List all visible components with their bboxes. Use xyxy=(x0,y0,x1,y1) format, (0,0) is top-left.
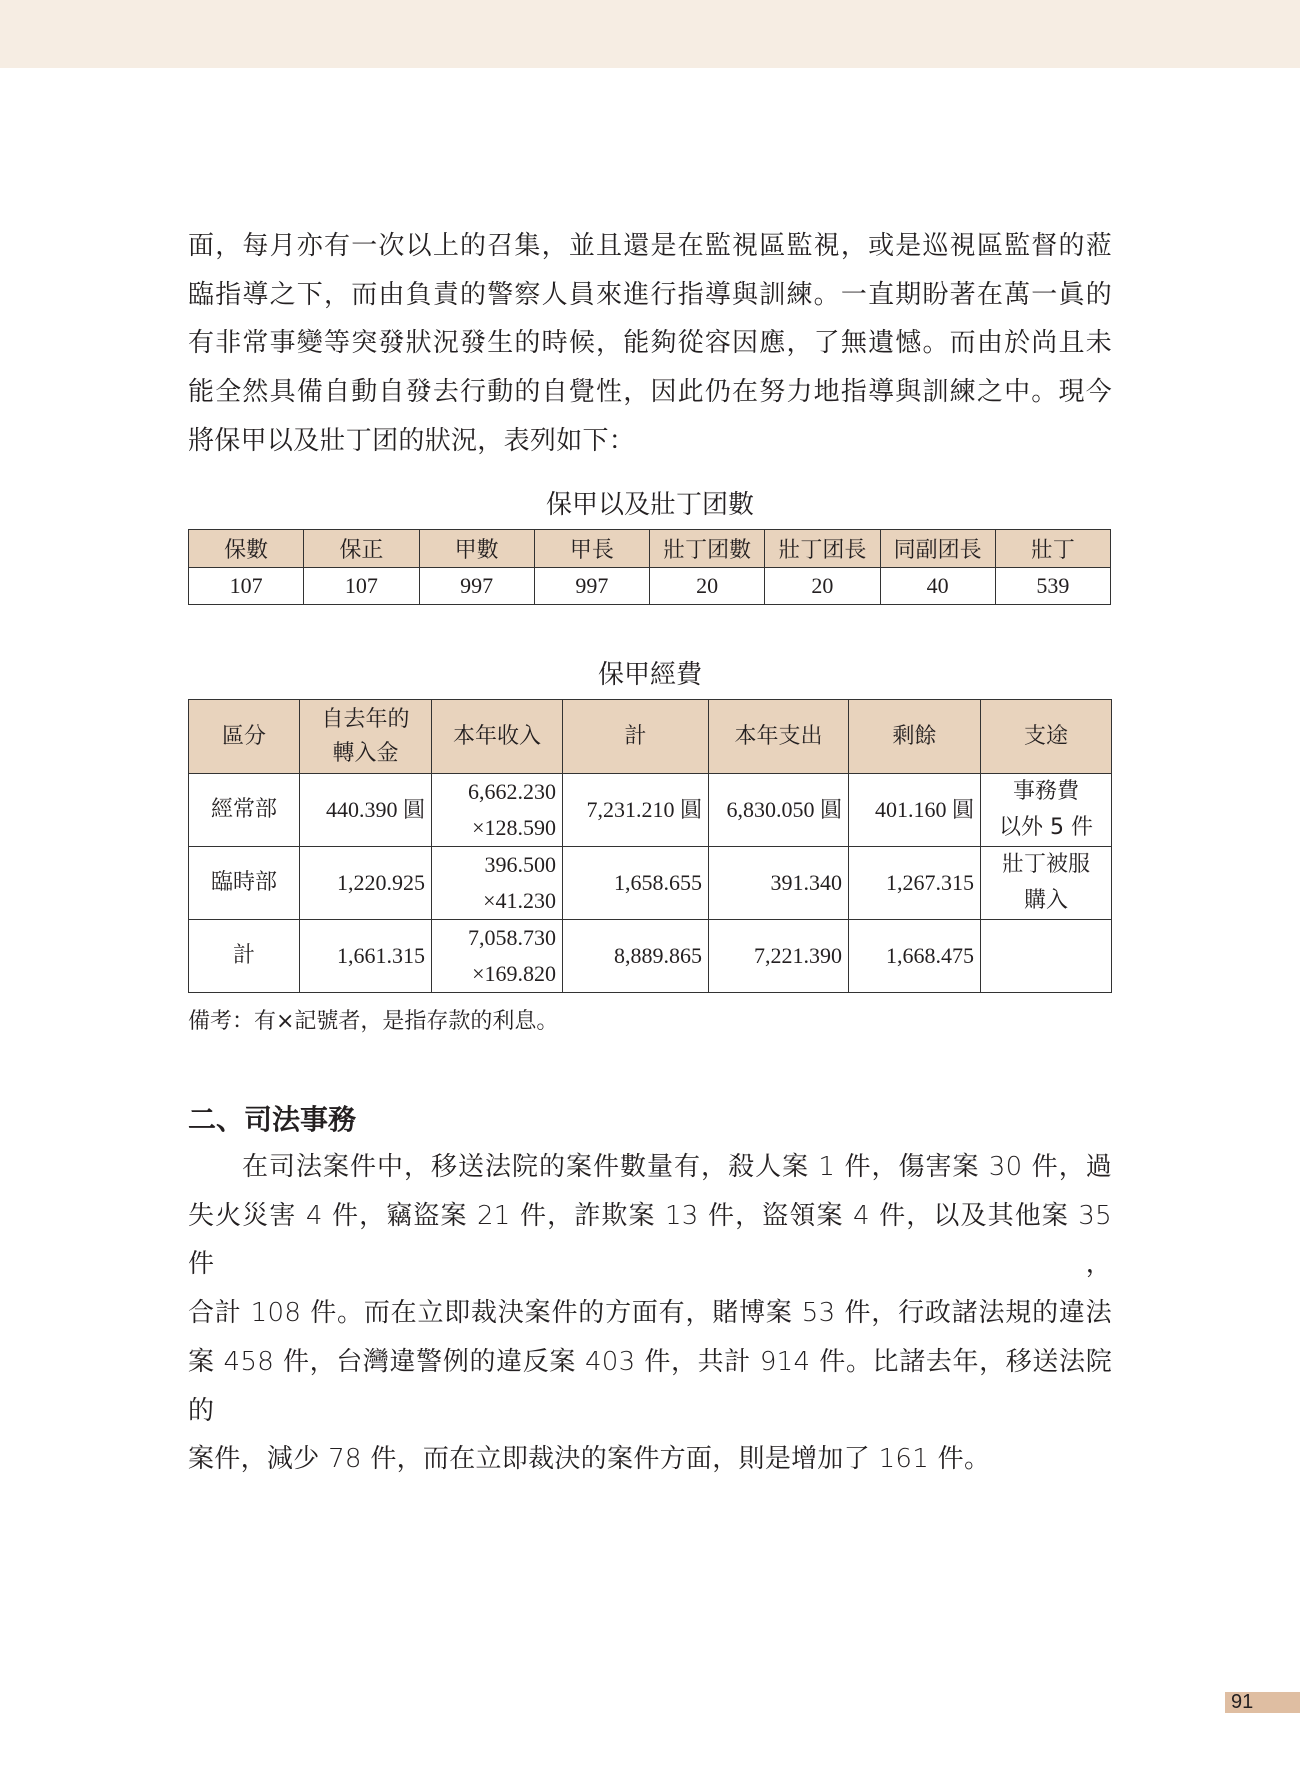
baojia-funds-table xyxy=(188,699,1112,993)
table-row xyxy=(189,920,1112,993)
cell: 107 xyxy=(189,568,304,605)
header-cell: 壯丁团數 xyxy=(650,530,765,568)
text-line: 將保甲以及壯丁团的狀況，表列如下： xyxy=(188,425,636,456)
text-line: 有非常事變等突發狀況發生的時候，能夠從容因應，了無遺憾。而由於尚且未 xyxy=(188,328,1112,359)
cell xyxy=(432,920,563,993)
cell: 539 xyxy=(995,568,1110,605)
header-cell: 壯丁 xyxy=(995,530,1110,568)
use-line: 壯丁被服 xyxy=(1001,852,1090,877)
cell: 20 xyxy=(650,568,765,605)
header-cell: 本年支出 xyxy=(709,700,849,774)
income-value: 6,662.230 xyxy=(468,779,556,804)
header-cell: 剩餘 xyxy=(849,700,981,774)
cell: 40 xyxy=(880,568,995,605)
income-value: 396.500 xyxy=(484,852,556,877)
table-header-row xyxy=(189,530,1111,568)
cell: 1,220.925 xyxy=(300,847,432,920)
text-line: 合計 108 件。而在立即裁決案件的方面有，賭博案 53 件，行政諸法規的違法 xyxy=(188,1298,1112,1329)
cell: 391.340 xyxy=(709,847,849,920)
header-line: 轉入金 xyxy=(332,740,399,766)
header-cell: 同副团長 xyxy=(880,530,995,568)
text-line: 面，每月亦有一次以上的召集，並且還是在監視區監視，或是巡視區監督的蒞 xyxy=(188,231,1112,261)
header-cell xyxy=(300,700,432,774)
cell xyxy=(432,847,563,920)
cell: 107 xyxy=(304,568,419,605)
section-paragraph xyxy=(188,1143,1112,1484)
table-note: 備考：有×記號者，是指存款的利息。 xyxy=(188,1009,559,1034)
use-line: 事務費 xyxy=(1012,779,1079,804)
header-line: 自去年的 xyxy=(321,706,410,732)
table-row xyxy=(189,568,1111,605)
text-line: 能全然具備自動自發去行動的自覺性，因此仍在努力地指導與訓練之中。現今 xyxy=(188,377,1112,408)
header-cell: 甲數 xyxy=(419,530,534,568)
cell: 1,267.315 xyxy=(849,847,981,920)
header-cell: 支途 xyxy=(981,700,1112,774)
cell: 計 xyxy=(189,920,300,993)
cell: 440.390 圓 xyxy=(300,774,432,847)
text-line: 案 458 件，台灣違警例的違反案 403 件，共計 914 件。比諸去年，移送法院的 xyxy=(188,1346,1112,1426)
table-row xyxy=(189,774,1112,847)
interest-value: ×41.230 xyxy=(483,888,556,913)
cell: 997 xyxy=(419,568,534,605)
cell: 1,668.475 xyxy=(849,920,981,993)
text-line: 案件，減少 78 件，而在立即裁決的案件方面，則是增加了 161 件。 xyxy=(188,1444,991,1475)
cell xyxy=(981,774,1112,847)
cell: 6,830.050 圓 xyxy=(709,774,849,847)
header-cell: 保數 xyxy=(189,530,304,568)
header-cell: 保正 xyxy=(304,530,419,568)
cell: 20 xyxy=(765,568,880,605)
cell: 8,889.865 xyxy=(563,920,709,993)
table2-title: 保甲經費 xyxy=(597,660,702,690)
table-row xyxy=(189,847,1112,920)
page-number: 91 xyxy=(1225,1692,1300,1713)
text-line: 在司法案件中，移送法院的案件數量有，殺人案 1 件，傷害案 30 件，過 xyxy=(188,1152,1112,1182)
cell: 7,221.390 xyxy=(709,920,849,993)
cell: 401.160 圓 xyxy=(849,774,981,847)
table-header-row xyxy=(189,700,1112,774)
income-value: 7,058.730 xyxy=(468,925,556,950)
use-line: 購入 xyxy=(1023,888,1068,913)
intro-paragraph xyxy=(188,222,1112,466)
interest-value: ×128.590 xyxy=(472,815,556,840)
header-cell: 壯丁团長 xyxy=(765,530,880,568)
text-line: 臨指導之下，而由負責的警察人員來進行指導與訓練。一直期盼著在萬一眞的 xyxy=(188,279,1112,310)
header-cell: 計 xyxy=(563,700,709,774)
cell: 1,658.655 xyxy=(563,847,709,920)
header-cell: 甲長 xyxy=(534,530,649,568)
text-line: 失火災害 4 件，竊盜案 21 件，詐欺案 13 件，盜領案 4 件，以及其他案 35 件， xyxy=(188,1200,1112,1280)
baojia-count-table xyxy=(188,529,1111,605)
cell: 7,231.210 圓 xyxy=(563,774,709,847)
cell: 經常部 xyxy=(189,774,300,847)
interest-value: ×169.820 xyxy=(472,961,556,986)
cell: 1,661.315 xyxy=(300,920,432,993)
top-band xyxy=(0,0,1300,68)
header-cell: 區分 xyxy=(189,700,300,774)
use-line: 以外 5 件 xyxy=(999,815,1093,840)
cell xyxy=(981,847,1112,920)
table1-title: 保甲以及壯丁团數 xyxy=(545,490,754,520)
cell xyxy=(432,774,563,847)
cell: 997 xyxy=(534,568,649,605)
section-heading: 二、司法事務 xyxy=(188,1103,357,1136)
cell xyxy=(981,920,1112,993)
header-cell: 本年收入 xyxy=(432,700,563,774)
cell: 臨時部 xyxy=(189,847,300,920)
